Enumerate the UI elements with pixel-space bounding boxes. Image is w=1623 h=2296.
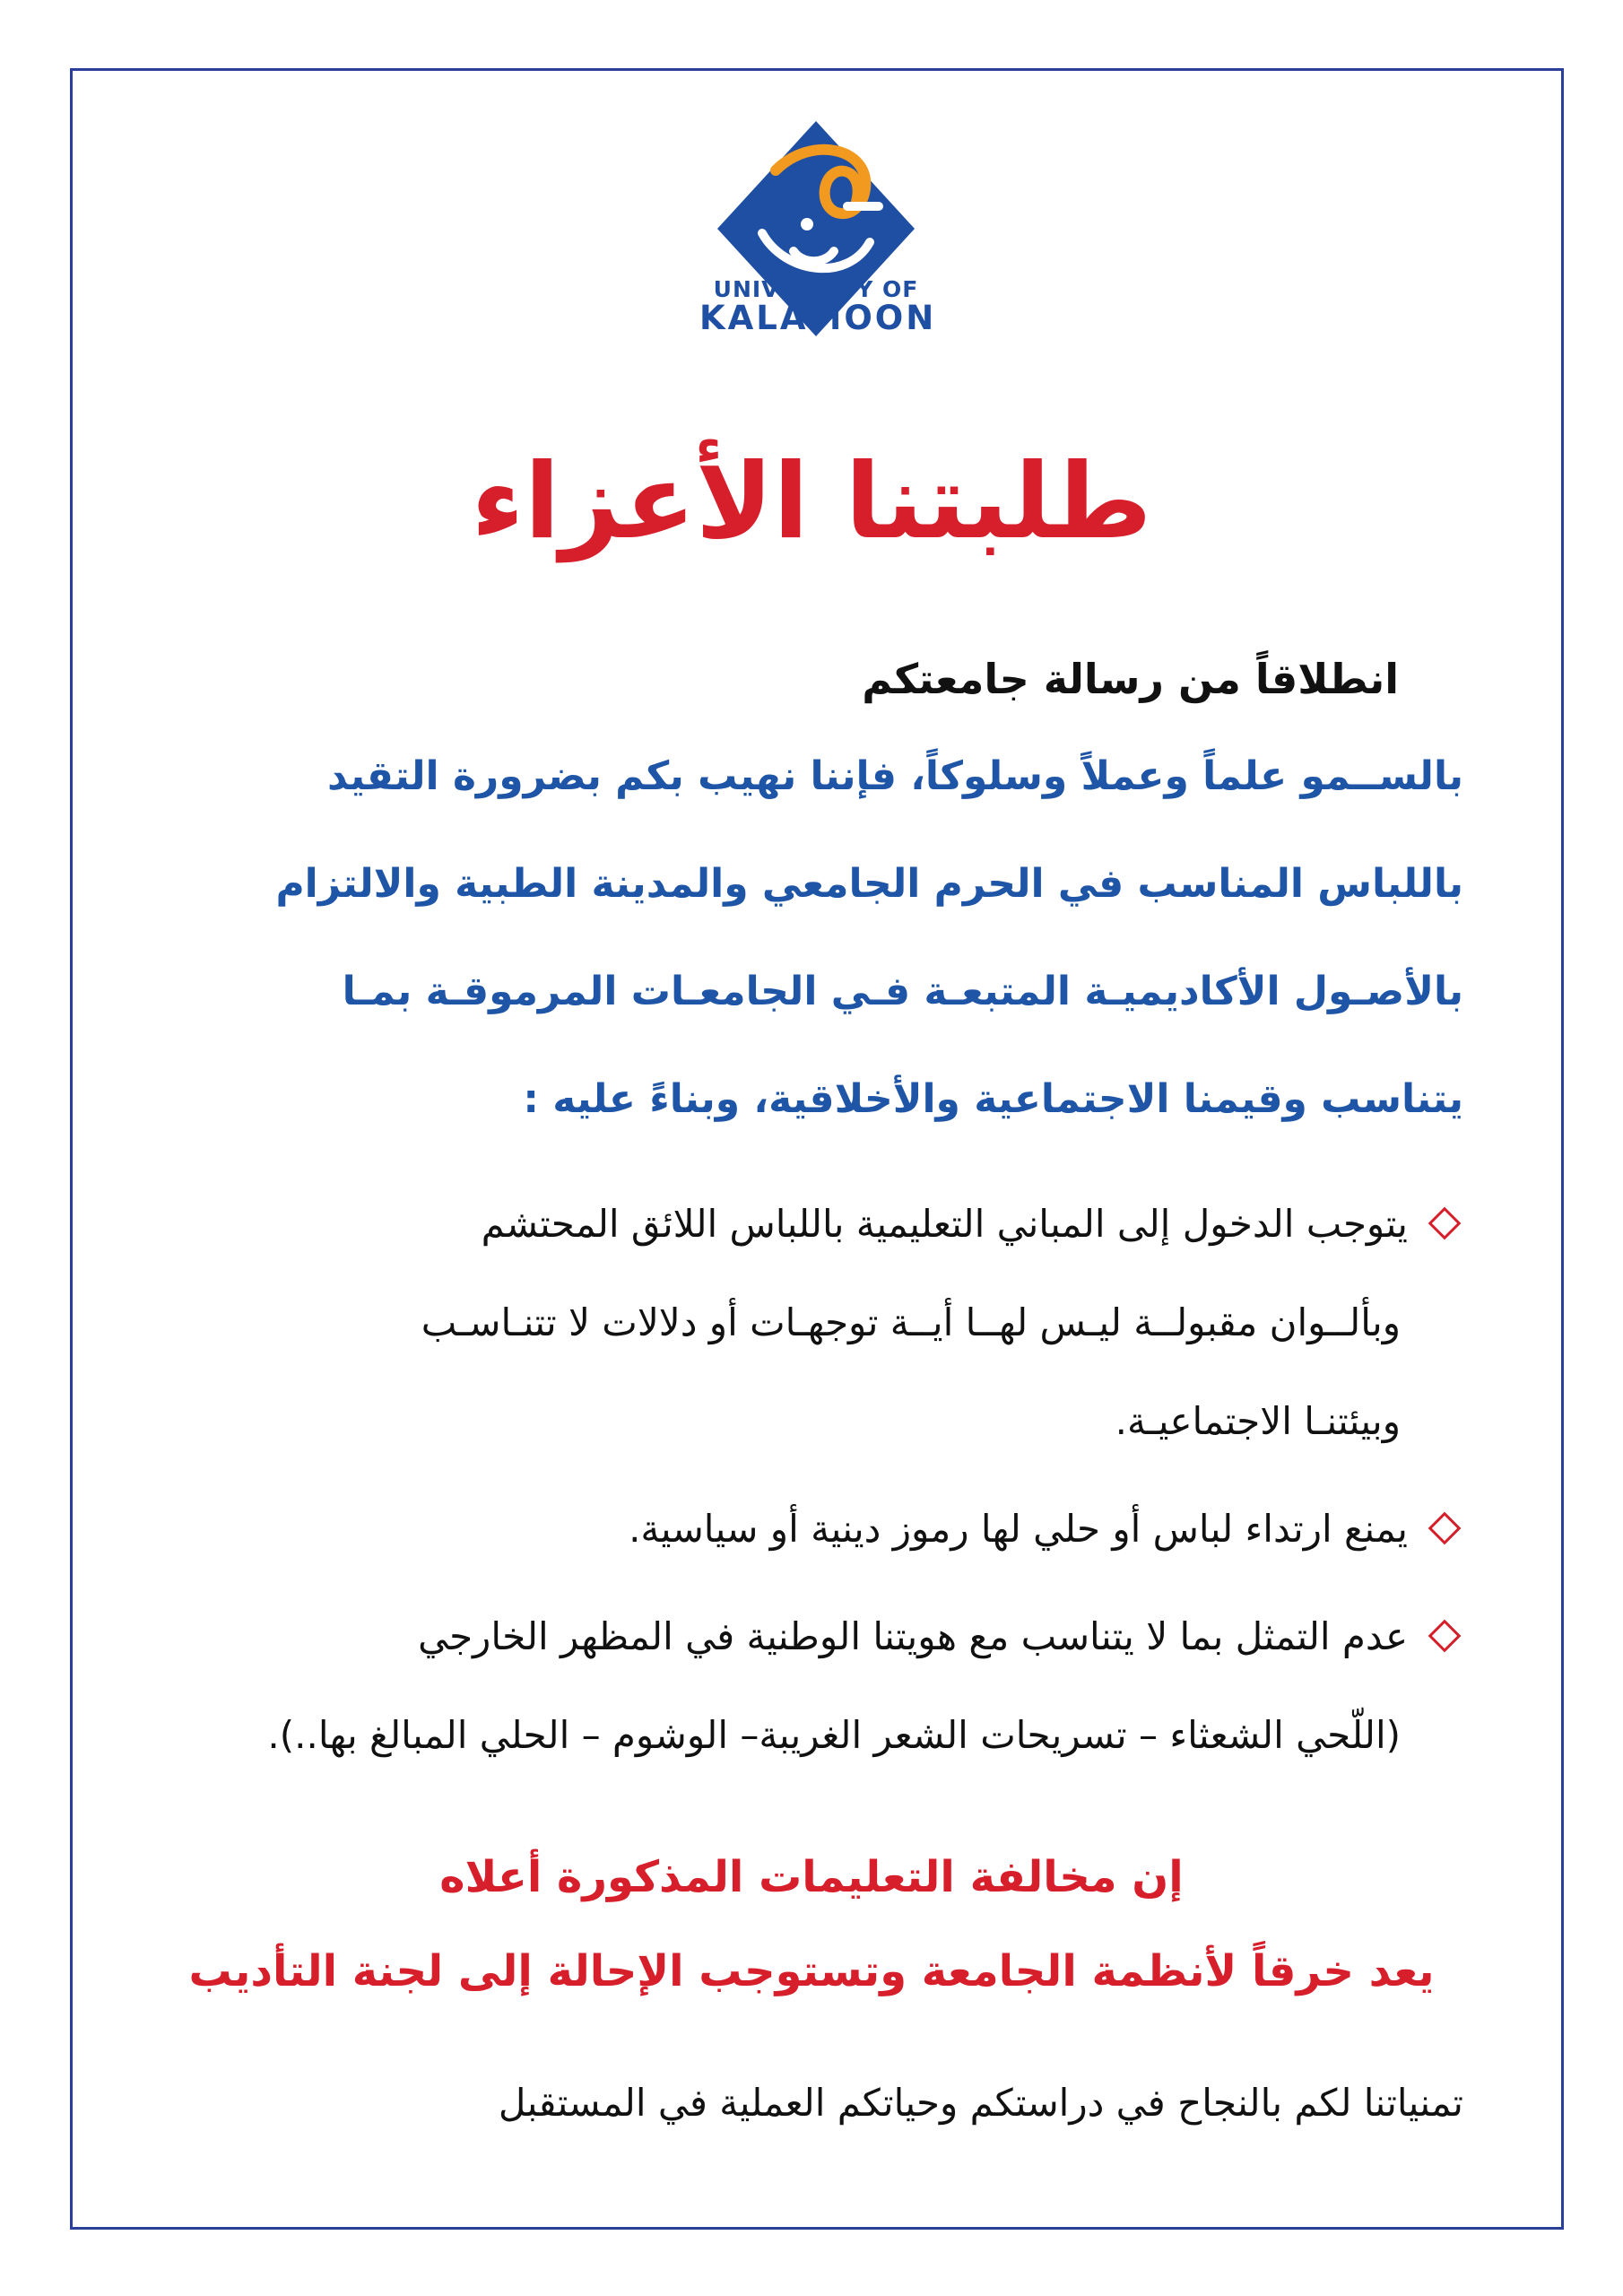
bullet-item bbox=[629, 1507, 1463, 1552]
logo-kalamoon: KALAMOON bbox=[699, 299, 937, 338]
paragraph-line-2: باللباس المناسب في الحرم الجامعي والمدينة الطبية والالتزام bbox=[275, 861, 1463, 907]
bullet-continuation: (اللّحي الشعثاء – تسريحات الشعر الغريبة– الوشوم – الحلي المبالغ بها..). bbox=[267, 1713, 1401, 1757]
bullet-item bbox=[418, 1614, 1463, 1659]
bullet-text: يمنع ارتداء لباس أو حلي لها رموز دينية أو سياسية. bbox=[629, 1507, 1408, 1551]
paragraph-line-3: بالأصـول الأكاديميـة المتبعـة فـي الجامعـات المرموقـة بمـا bbox=[342, 969, 1463, 1014]
logo-dot bbox=[801, 218, 813, 230]
logo-wordmark bbox=[699, 276, 937, 338]
page-border bbox=[70, 68, 1564, 2230]
bullet-text: يتوجب الدخول إلى المباني التعليمية باللباس اللائق المحتشم bbox=[481, 1202, 1408, 1246]
paragraph-line-1: بالســمو علماً وعملاً وسلوكاً، فإننا نهيب بكم بضرورة التقيد bbox=[327, 753, 1463, 799]
intro-line: انطلاقاً من رسالة جامعتكم bbox=[862, 655, 1399, 703]
warning-line-2: يعد خرقاً لأنظمة الجامعة وتستوجب الإحالة إلى لجنة التأديب bbox=[188, 1946, 1435, 1996]
closing-line: تمنياتنا لكم بالنجاح في دراستكم وحياتكم العملية في المستقبل bbox=[498, 2081, 1463, 2125]
diamond-bullet-icon bbox=[1428, 1511, 1462, 1544]
bullet-continuation: وبيئتنـا الاجتماعيـة. bbox=[1115, 1399, 1401, 1443]
diamond-bullet-icon bbox=[1428, 1619, 1462, 1652]
paragraph-line-4: يتناسب وقيمنا الاجتماعية والأخلاقية، وبناءً عليه : bbox=[523, 1076, 1463, 1122]
page-title: طلبتنا الأعزاء bbox=[471, 441, 1152, 562]
logo-university-of: UNIVERSITY OF bbox=[713, 276, 919, 302]
diamond-bullet-icon bbox=[1428, 1206, 1462, 1239]
warning-line-1: إن مخالفة التعليمات المذكورة أعلاه bbox=[439, 1852, 1184, 1902]
bullet-continuation: وبألــوان مقبولــة ليـس لهــا أيــة توجهـات أو دلالات لا تتنـاسـب bbox=[421, 1300, 1401, 1344]
bullet-text: عدم التمثل بما لا يتناسب مع هويتنا الوطنية في المظهر الخارجي bbox=[418, 1614, 1408, 1658]
bullet-item bbox=[482, 1202, 1463, 1247]
